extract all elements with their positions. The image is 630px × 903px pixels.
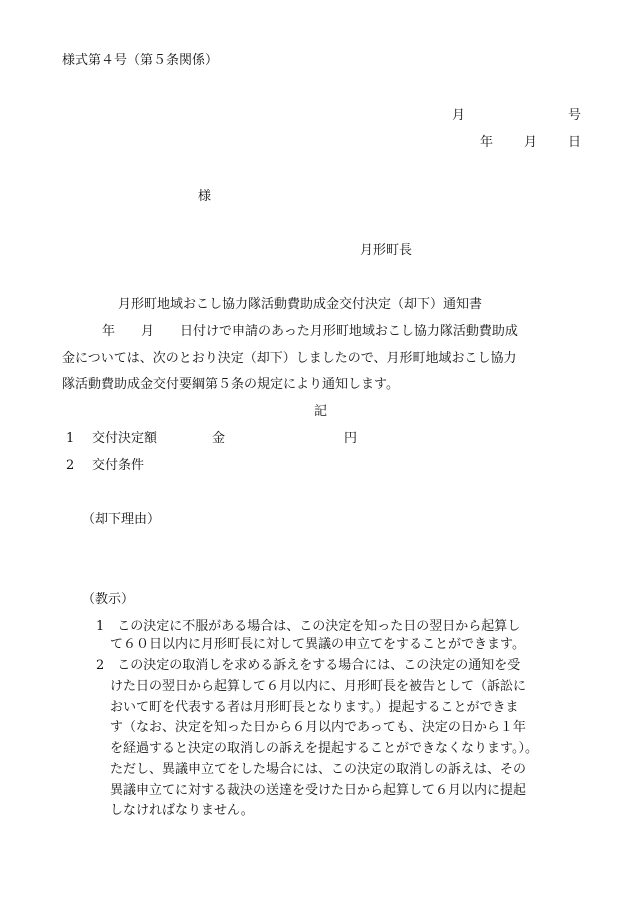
instruction-item-1-line-1: 1 この決定に不服がある場合は、この決定を知った日の翌日から起算し (96, 619, 521, 634)
reference-month-label: 月 (452, 108, 466, 123)
item-1-label: 交付決定額 (92, 431, 158, 446)
instruction-item-2-line-7: 異議申立てに対する裁決の送達を受けた日から起算して６月以内に提起 (110, 783, 527, 798)
form-number: 様式第４号（第５条関係） (62, 53, 219, 68)
date-year-label: 年 (480, 135, 494, 150)
rejection-reason-label: （却下理由） (82, 512, 161, 527)
instruction-item-1-line-2: て６０日以内に月形町長に対して異議の申立てをすることができます。 (110, 637, 525, 652)
instruction-item-2-line-5: を経過すると決定の取消しの訴えを提起することができなくなります。）。 (110, 741, 538, 756)
item-2-number: 2 (66, 458, 75, 473)
addressee-honorific: 様 (198, 189, 212, 204)
body-line-3: 隊活動費助成金交付要綱第５条の規定により通知します。 (62, 377, 399, 392)
date-day-label: 日 (568, 135, 582, 150)
body-line-1: 年 月 日付けで申請のあった月形町地域おこし協力隊活動費助成 (102, 324, 518, 339)
item-1-suffix: 円 (344, 431, 358, 446)
item-1-prefix: 金 (212, 431, 226, 446)
item-2-label: 交付条件 (92, 458, 145, 473)
reference-number-label: 号 (568, 108, 582, 123)
date-month-label: 月 (524, 135, 538, 150)
instruction-item-2-line-6: ただし、異議申立てをした場合には、この決定の取消しの訴えは、その (110, 762, 527, 777)
instruction-label: （教示） (82, 592, 135, 607)
document-title: 月形町地域おこし協力隊活動費助成金交付決定（却下）通知書 (118, 297, 483, 312)
instruction-item-2-line-3: おいて町を代表する者は月形町長となります。）提起することができま (110, 700, 519, 715)
issuer-title: 月形町長 (360, 243, 413, 258)
instruction-item-2-line-8: しなければなりません。 (110, 803, 254, 818)
instruction-item-2-line-1: 2 この決定の取消しを求める訴えをする場合には、この決定の通知を受 (96, 658, 521, 673)
body-line-2: 金については、次のとおり決定（却下）しましたので、月形町地域おこし協力 (62, 351, 517, 366)
instruction-item-2-line-2: けた日の翌日から起算して６月以内に、月形町長を被告として（訴訟に (110, 679, 527, 694)
instruction-item-2-line-4: す（なお、決定を知った日から６月以内であっても、決定の日から１年 (110, 720, 526, 735)
ki-label: 記 (314, 404, 328, 419)
item-1-number: 1 (66, 431, 75, 446)
